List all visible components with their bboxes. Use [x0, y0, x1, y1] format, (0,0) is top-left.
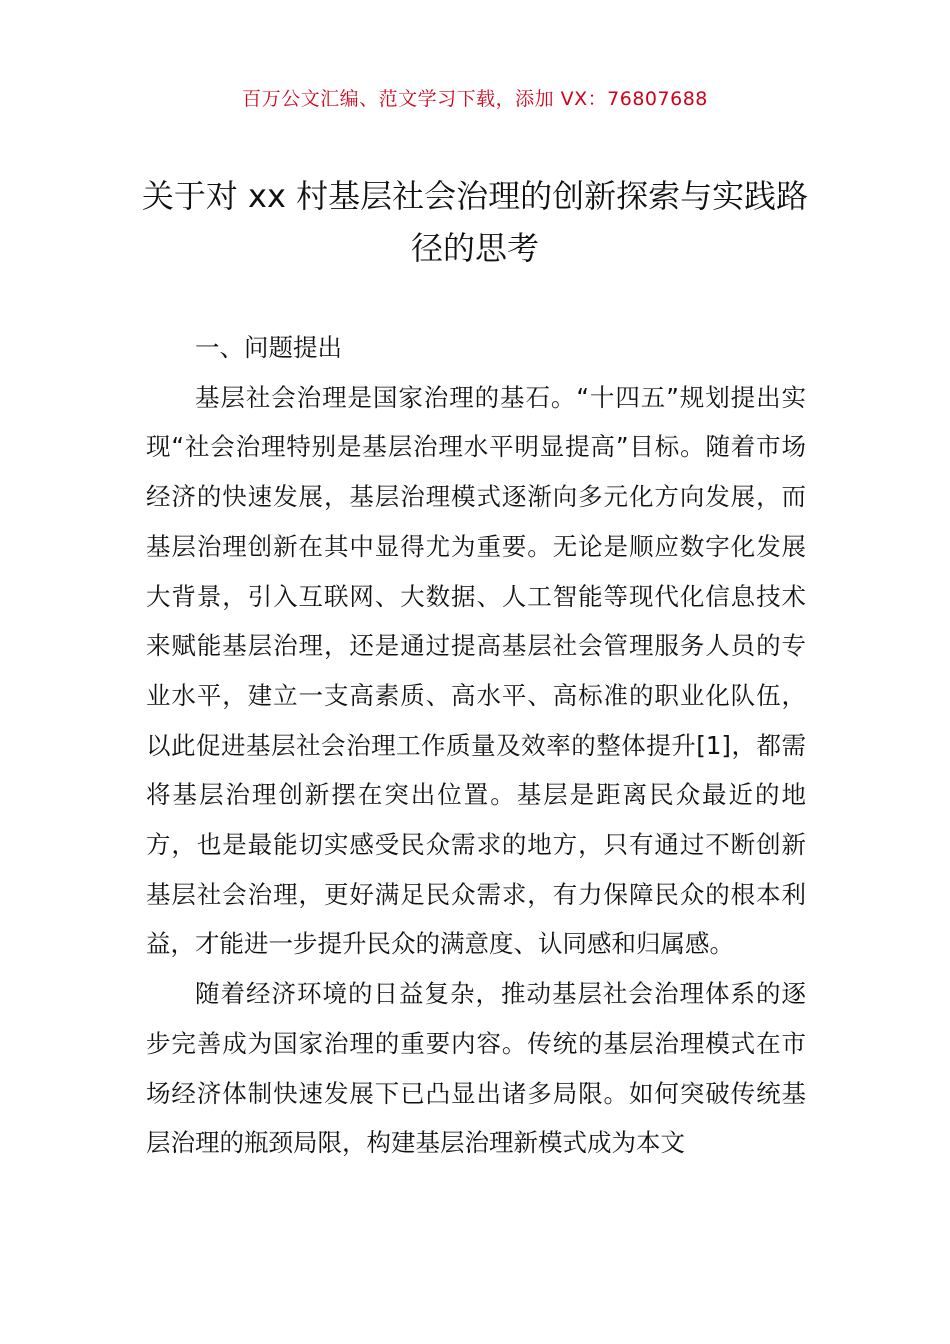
- document-title: 关于对 xx 村基层社会治理的创新探索与实践路径的思考: [141, 177, 809, 267]
- header-note: 百万公文汇编、范文学习下载，添加 VX：76807688: [242, 88, 708, 110]
- paragraph-2: 随着经济环境的日益复杂，推动基层社会治理体系的逐步完善成为国家治理的重要内容。传统的基层治理模式在市场经济体制快速发展下已凸显出诸多局限。如何突破传统基层治理的瓶颈局限，构建基层治理新模式成为本文: [146, 979, 806, 1158]
- paragraph-1: 基层社会治理是国家治理的基石。“十四五”规划提出实现“社会治理特别是基层治理水平明显提高”目标。随着市场经济的快速发展，基层治理模式逐渐向多元化方向发展，而基层治理创新在其中显得尤为重要。无论是顺应数字化发展大背景，引入互联网、大数据、人工智能等现代化信息技术来赋能基层治理，还是通过提高基层社会管理服务人员的专业水平，建立一支高素质、高水平、高标准的职业化队伍，以此促进基层社会治理工作质量及效率的整体提升[1]，都需将基层治理创新摆在突出位置。基层是距离民众最近的地方，也是最能切实感受民众需求的地方，只有通过不断创新基层社会治理，更好满足民众需求，有力保障民众的根本利益，才能进一步提升民众的满意度、认同感和归属感。: [146, 382, 806, 959]
- section-heading: 一、问题提出: [195, 333, 342, 362]
- document-body: [146, 323, 806, 1168]
